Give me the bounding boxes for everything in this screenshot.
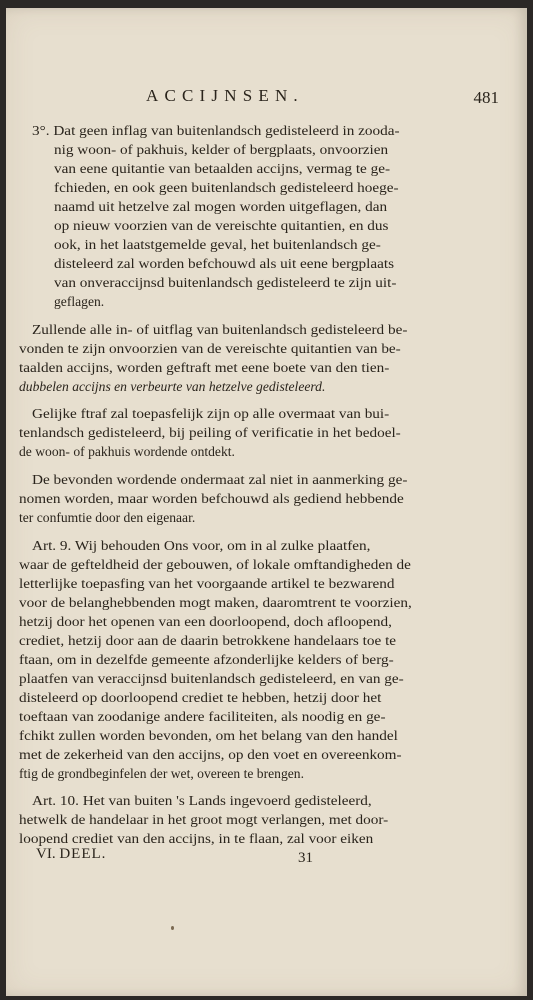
signature-word: DEEL. <box>59 846 107 862</box>
text-line: nig woon- of pakhuis, kelder of bergplaats, onvoorzien <box>54 142 389 157</box>
text-line: fchieden, en ook geen buitenlandsch gedisteleerd hoege- <box>54 180 399 195</box>
text-line: hetzij door het openen van een doorloopend, doch afloopend, <box>19 614 392 629</box>
signature-mark <box>36 846 106 863</box>
text-line: disteleerd zal worden befchouwd als uit eene bergplaats <box>54 256 395 271</box>
text-line: Art. 9. Wij behouden Ons voor, om in al zulke plaatfen, <box>32 538 371 553</box>
text-line: waar de gefteldheid der gebouwen, of lokale omftandigheden de <box>19 557 411 572</box>
signature-number: 31 <box>298 850 313 866</box>
text-line: Gelijke ftraf zal toepasfelijk zijn op alle overmaat van bui- <box>32 406 390 421</box>
text-line: ftig de grondbeginfelen der wet, overeen te brengen. <box>19 766 304 781</box>
text-line: vonden te zijn onvoorzien van de vereischte quitantien van be- <box>19 341 401 356</box>
text-line: ftaan, om in dezelfde gemeente afzonderlijke kelders of berg- <box>19 652 394 667</box>
text-line: plaatfen van veraccijnsd buitenlandsch gedisteleerd, en van ge- <box>19 671 404 686</box>
signature-volume: VI. <box>36 846 56 862</box>
text-line: de woon- of pakhuis wordende ontdekt. <box>19 444 235 459</box>
text-line: naamd uit hetzelve zal mogen worden uitgeflagen, dan <box>54 199 388 214</box>
text-line: crediet, hetzij door aan de daarin betrokkene handelaars toe te <box>19 633 397 648</box>
text-line: letterlijke toepasfing van het voorgaande artikel te bezwarend <box>19 576 395 591</box>
text-line: Art. 10. Het van buiten 's Lands ingevoerd gedisteleerd, <box>32 793 372 808</box>
text-line: met de zekerheid van den accijns, op den voet en overeenkom- <box>19 747 402 762</box>
book-page <box>6 8 527 996</box>
text-line: taalden accijns, worden geftraft met eene boete van den tien- <box>19 360 390 375</box>
text-line: toeftaan van zoodanige andere faciliteiten, als noodig en ge- <box>19 709 386 724</box>
text-line: Zullende alle in- of uitflag van buitenlandsch gedisteleerd be- <box>32 322 408 337</box>
text-line: De bevonden wordende ondermaat zal niet in aanmerking ge- <box>32 472 408 487</box>
text-line: geflagen. <box>54 294 105 309</box>
text-line: ter confumtie door den eigenaar. <box>19 510 196 525</box>
text-line: nomen worden, maar worden befchouwd als gediend hebbende <box>19 491 404 506</box>
text-line: disteleerd op doorloopend crediet te hebben, hetzij door het <box>19 690 382 705</box>
text-line: dubbelen accijns en verbeurte van hetzelve gedisteleerd. <box>19 379 326 394</box>
text-line: loopend crediet van den accijns, in te flaan, zal voor eiken <box>19 831 374 846</box>
text-line: op nieuw voorzien van de vereischte quitantien, en dus <box>54 218 389 233</box>
text-line: van onveraccijnsd buitenlandsch gedisteleerd te zijn uit- <box>54 275 397 290</box>
text-line: voor de belanghebbenden mogt maken, daaromtrent te voorzien, <box>19 595 412 610</box>
text-line: tenlandsch gedisteleerd, bij peiling of verificatie in het bedoel- <box>19 425 401 440</box>
page-number: 481 <box>473 88 499 107</box>
text-line: 3°. Dat geen inflag van buitenlandsch gedisteleerd in zooda- <box>32 123 400 138</box>
running-head <box>6 86 527 108</box>
text-line: ook, in het laatstgemelde geval, het buitenlandsch ge- <box>54 237 381 252</box>
text-line: fchikt zullen worden bevonden, om het belang van den handel <box>19 728 398 743</box>
text-line: van eene quitantie van betaalden accijns, vermag te ge- <box>54 161 391 176</box>
paper-spot <box>171 926 174 930</box>
running-title: ACCIJNSEN. <box>146 86 304 105</box>
text-line: hetwelk de handelaar in het groot mogt verlangen, met door- <box>19 812 389 827</box>
